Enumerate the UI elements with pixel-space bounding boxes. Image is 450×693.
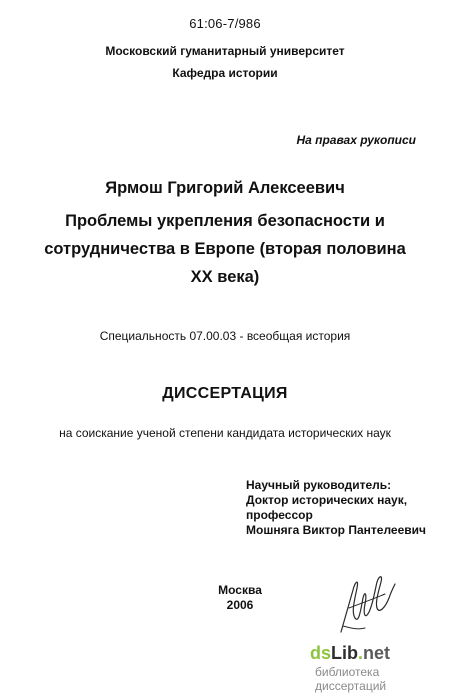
city: Москва (218, 583, 262, 597)
archive-stamp-number: 61:06-7/986 (189, 16, 261, 31)
supervisor-label: Научный руководитель: (246, 478, 392, 492)
supervisor-rank: профессор (246, 508, 313, 522)
supervisor-block (246, 478, 426, 538)
title-line: XX века) (190, 268, 260, 286)
dslib-watermark (310, 643, 450, 692)
handwritten-signature (335, 568, 399, 636)
department-name: Кафедра истории (172, 66, 278, 80)
dissertation-title (0, 207, 450, 291)
logo-net: net (363, 643, 391, 663)
title-line: сотрудничества в Европе (вторая половина (44, 240, 406, 258)
manuscript-rights-note: На правах рукописи (296, 133, 416, 147)
author-name: Ярмош Григорий Алексеевич (105, 179, 345, 197)
degree-sought: на соискание ученой степени кандидата исторических наук (59, 426, 391, 440)
specialty-code: Специальность 07.00.03 - всеобщая история (99, 329, 351, 343)
year: 2006 (226, 598, 254, 612)
dslib-logo (310, 643, 450, 664)
supervisor-degree: Доктор исторических наук, (246, 493, 408, 507)
document-type-heading: ДИССЕРТАЦИЯ (162, 385, 288, 402)
watermark-caption: библиотека диссертаций (315, 665, 387, 693)
university-name: Московский гуманитарный университет (105, 44, 345, 58)
logo-ds: ds (310, 643, 332, 663)
logo-lib: Lib (331, 643, 359, 663)
logo-dot: . (358, 643, 364, 663)
supervisor-name: Мошняга Виктор Пантелеевич (246, 523, 426, 537)
title-line: Проблемы укрепления безопасности и (65, 212, 385, 230)
